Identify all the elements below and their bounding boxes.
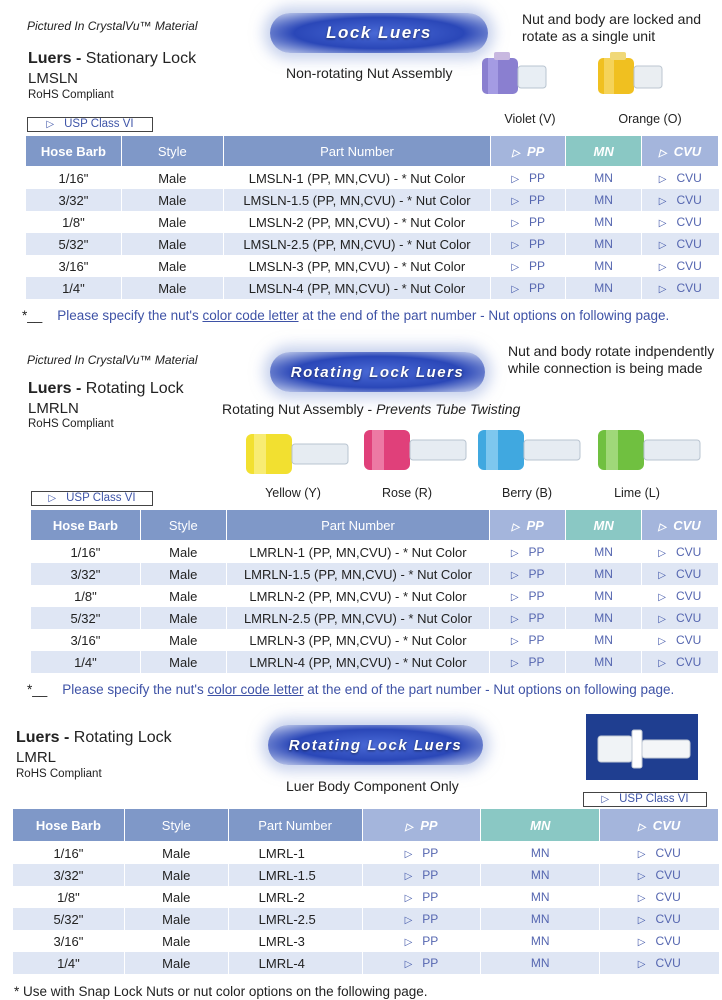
luer-body-image — [586, 714, 698, 780]
col-style: Style — [121, 136, 223, 167]
violet-nut-shape — [482, 58, 518, 94]
table-row: 1/4" Male LMRL-4 ▷ PP MN ▷ CVU — [13, 952, 719, 974]
nut-color-footnote: *__ Please specify the nut's color code letter at the end of the part number - Nut options on following page. — [27, 682, 675, 697]
col-pp: ▷ PP — [362, 809, 481, 842]
assembly-note: Nut and body rotate indpendently while connection is being made — [508, 343, 715, 376]
table-row: 5/32" Male LMRL-2.5 ▷ PP MN ▷ CVU — [13, 908, 719, 930]
table-row: 3/32" Male LMRLN-1.5 (PP, MN,CVU) - * Nut Color ▷ PP MN ▷ CVU — [31, 563, 718, 585]
yellow-nut-shape — [246, 434, 292, 474]
triangle-icon: ▷ — [601, 794, 610, 805]
berry-label: Berry (B) — [502, 486, 552, 500]
pictured-note: Pictured In CrystalVu™ Material — [27, 353, 198, 367]
col-hose-barb: Hose Barb — [26, 136, 122, 167]
lime-label: Lime (L) — [614, 486, 660, 500]
usp-class-badge: ▷ USP Class VI — [27, 117, 153, 132]
berry-nut-shape — [478, 430, 524, 470]
berry-luer-image — [472, 424, 582, 479]
rose-nut-shape — [364, 430, 410, 470]
col-cvu: ▷ CVU — [642, 136, 719, 167]
col-cvu: ▷ CVU — [600, 809, 719, 842]
col-part-number: Part Number — [223, 136, 491, 167]
lock-luers-banner: Lock Luers — [270, 13, 488, 53]
table-row: 1/16" Male LMRL-1 ▷ PP MN ▷ CVU — [13, 842, 719, 865]
col-style: Style — [140, 510, 226, 541]
orange-luer-image — [594, 52, 664, 112]
snap-lock-footnote: * Use with Snap Lock Nuts or nut color options on the following page. — [14, 984, 428, 999]
table-row: 1/8" Male LMRLN-2 (PP, MN,CVU) - * Nut Color ▷ PP MN ▷ CVU — [31, 585, 718, 607]
lime-nut-shape — [598, 430, 644, 470]
triangle-icon: ▷ — [46, 119, 55, 130]
violet-luer-image — [478, 52, 548, 112]
col-mn: MN — [566, 510, 642, 541]
col-style: Style — [124, 809, 228, 842]
component-subtitle: Luer Body Component Only — [286, 778, 459, 794]
orange-label: Orange (O) — [618, 112, 682, 126]
table-row: 5/32" Male LMSLN-2.5 (PP, MN,CVU) - * Nut Color ▷ PP MN ▷ CVU — [26, 233, 719, 255]
col-part-number: Part Number — [228, 809, 362, 842]
rohs-label: RoHS Compliant — [16, 768, 102, 780]
product-title: Luers - Stationary Lock — [28, 50, 197, 67]
product-code: LMRLN — [28, 400, 79, 417]
col-hose-barb: Hose Barb — [13, 809, 125, 842]
table-row: 3/32" Male LMSLN-1.5 (PP, MN,CVU) - * Nut Color ▷ PP MN ▷ CVU — [26, 189, 719, 211]
assembly-subtitle: Non-rotating Nut Assembly — [286, 65, 453, 81]
table-row: 3/32" Male LMRL-1.5 ▷ PP MN ▷ CVU — [13, 864, 719, 886]
violet-label: Violet (V) — [504, 112, 556, 126]
assembly-note: Nut and body are locked and rotate as a single unit — [522, 11, 702, 44]
rohs-label: RoHS Compliant — [28, 89, 114, 101]
table-row: 1/16" Male LMRLN-1 (PP, MN,CVU) - * Nut Color ▷ PP MN ▷ CVU — [31, 541, 718, 564]
lmsln-parts-table — [25, 135, 719, 299]
table-row: 1/8" Male LMRL-2 ▷ PP MN ▷ CVU — [13, 886, 719, 908]
col-part-number: Part Number — [226, 510, 490, 541]
color-code-link[interactable]: color code letter — [202, 308, 299, 323]
table-row: 5/32" Male LMRLN-2.5 (PP, MN,CVU) - * Nut Color ▷ PP MN ▷ CVU — [31, 607, 718, 629]
table-row: 1/8" Male LMSLN-2 (PP, MN,CVU) - * Nut Color ▷ PP MN ▷ CVU — [26, 211, 719, 233]
pictured-note: Pictured In CrystalVu™ Material — [27, 19, 198, 33]
usp-class-badge: ▷ USP Class VI — [31, 491, 153, 506]
triangle-icon: ▷ — [48, 493, 57, 504]
nut-color-footnote: *__ Please specify the nut's color code letter at the end of the part number - Nut options on following page. — [22, 308, 670, 323]
lmrln-parts-table — [30, 509, 718, 673]
rohs-label: RoHS Compliant — [28, 418, 114, 430]
rose-label: Rose (R) — [381, 486, 432, 500]
table-row: 3/16" Male LMSLN-3 (PP, MN,CVU) - * Nut Color ▷ PP MN ▷ CVU — [26, 255, 719, 277]
rotating-lock-luers-banner: Rotating Lock Luers — [270, 352, 485, 392]
yellow-luer-image — [240, 428, 350, 483]
table-row: 1/4" Male LMSLN-4 (PP, MN,CVU) - * Nut Color ▷ PP MN ▷ CVU — [26, 277, 719, 299]
usp-class-badge: ▷ USP Class VI — [583, 792, 707, 807]
col-hose-barb: Hose Barb — [31, 510, 141, 541]
lmrl-parts-table — [12, 808, 719, 974]
rose-luer-image — [358, 424, 468, 479]
col-cvu: ▷ CVU — [642, 510, 718, 541]
table-row: 3/16" Male LMRL-3 ▷ PP MN ▷ CVU — [13, 930, 719, 952]
assembly-subtitle: Rotating Nut Assembly - Prevents Tube Twisting — [222, 401, 521, 417]
lime-luer-image — [592, 424, 702, 479]
product-title: Luers - Rotating Lock — [28, 380, 184, 397]
col-mn: MN — [566, 136, 642, 167]
col-pp: ▷ PP — [491, 136, 566, 167]
color-code-link[interactable]: color code letter — [207, 682, 304, 697]
yellow-label: Yellow (Y) — [265, 486, 321, 500]
product-title: Luers - Rotating Lock — [16, 729, 172, 746]
col-pp: ▷ PP — [490, 510, 566, 541]
table-row: 3/16" Male LMRLN-3 (PP, MN,CVU) - * Nut Color ▷ PP MN ▷ CVU — [31, 629, 718, 651]
rotating-lock-luers-banner: Rotating Lock Luers — [268, 725, 483, 765]
table-row: 1/16" Male LMSLN-1 (PP, MN,CVU) - * Nut Color ▷ PP MN ▷ CVU — [26, 167, 719, 190]
product-code: LMSLN — [28, 70, 79, 87]
orange-nut-shape — [598, 58, 634, 94]
table-row: 1/4" Male LMRLN-4 (PP, MN,CVU) - * Nut Color ▷ PP MN ▷ CVU — [31, 651, 718, 673]
col-mn: MN — [481, 809, 600, 842]
product-code: LMRL — [16, 749, 57, 766]
